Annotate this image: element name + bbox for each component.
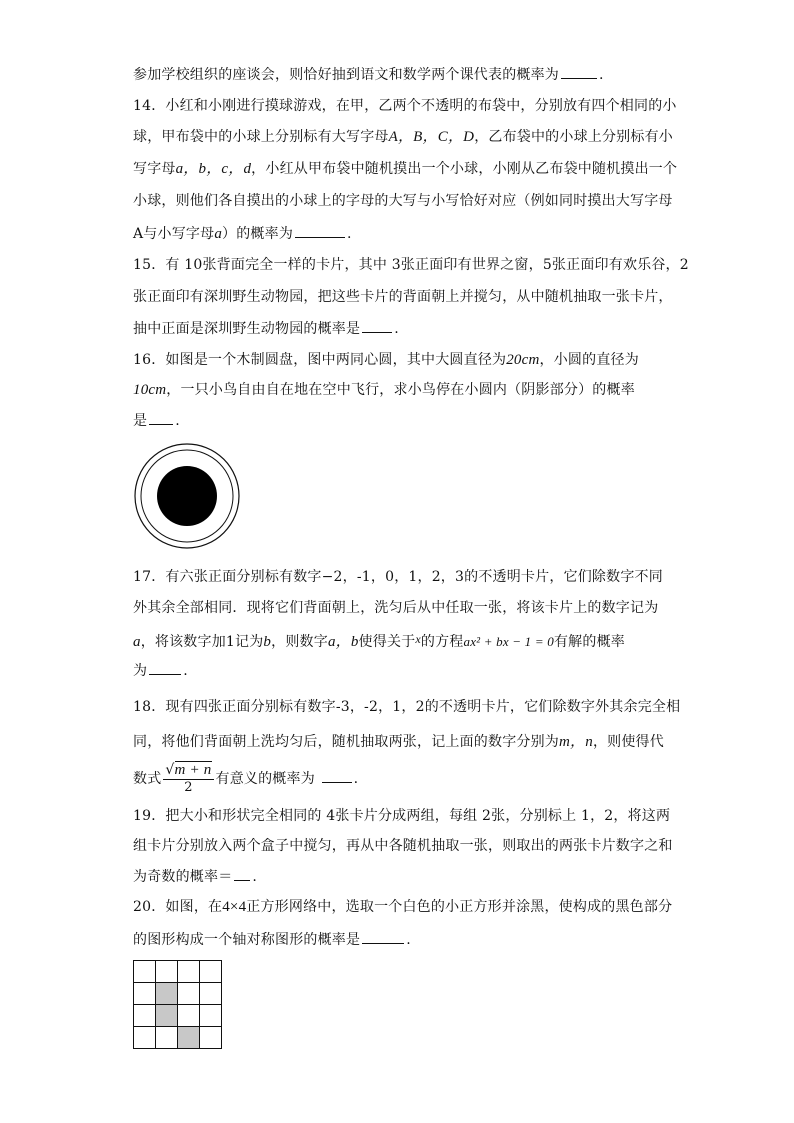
grid-cell-shaded [178, 1027, 200, 1049]
text: 有解的概率 [553, 634, 625, 650]
text: 参加学校组织的座谈会，则恰好抽到语文和数学两个课代表的概率为 [133, 67, 559, 83]
question-20-line-1 [133, 897, 672, 917]
grid-cell [134, 961, 156, 983]
answer-blank [149, 660, 181, 675]
grid-row [134, 1005, 222, 1027]
question-18-line-2 [133, 732, 664, 752]
math-text: m，n [559, 734, 593, 750]
question-17-line-3 [133, 629, 625, 652]
question-14-line-3 [133, 159, 677, 179]
text: 外其余全部相同．现将它们背面朝上，洗匀后从中任取一张，将该卡片上的数字记为 [133, 600, 659, 616]
question-18-line-1 [133, 697, 680, 717]
text: 有意义的概率为 [215, 771, 315, 787]
question-15-line-3 [133, 318, 399, 339]
sqrt-symbol: √ [165, 762, 175, 778]
grid-cell [200, 961, 222, 983]
concentric-circles-figure [133, 442, 243, 552]
text: . [252, 869, 258, 885]
question-14-line-1 [133, 96, 677, 116]
math-text: x [415, 632, 421, 646]
text: 球，甲布袋中的小球上分别标有大写字母 [133, 129, 389, 145]
question-17-line-1 [133, 567, 663, 587]
grid-row [134, 983, 222, 1005]
text: ，则数字 [271, 634, 328, 650]
question-14-line-2 [133, 127, 673, 147]
question-16-line-2 [133, 380, 635, 400]
answer-blank [362, 318, 392, 333]
text: 15．有 10张背面完全一样的卡片，其中 3张正面印有世界之窗，5张正面印有欢乐谷，2 [133, 257, 689, 273]
text: A与小写字母 [133, 226, 215, 242]
math-text: a [133, 634, 141, 650]
text: 20．如图，在 [133, 899, 223, 915]
fraction-expression [163, 762, 213, 796]
text: 为 [133, 663, 148, 679]
grid-cell [134, 1005, 156, 1027]
text: . [394, 321, 399, 337]
question-19-line-3 [133, 866, 257, 887]
text: ，乙布袋中的小球上分别标有小 [474, 129, 673, 145]
text: ，小圆的直径为 [539, 352, 639, 368]
question-17-line-4 [133, 660, 188, 681]
question-15-line-1 [133, 255, 689, 275]
text: 数式 [133, 771, 162, 787]
grid-cell [156, 961, 178, 983]
question-17-line-2 [133, 598, 658, 618]
text: 为奇数的概率＝ [133, 869, 233, 885]
question-16-line-3 [133, 410, 180, 431]
text: 使得关于 [358, 634, 416, 650]
text: . [353, 771, 359, 787]
math-text: 20cm [506, 352, 540, 368]
answer-blank [234, 866, 250, 881]
text: 14．小红和小刚进行摸球游戏，在甲，乙两个不透明的布袋中，分别放有四个相同的小 [133, 98, 677, 114]
math-text: b [263, 634, 272, 650]
answer-blank [149, 410, 173, 425]
grid-cell [156, 1027, 178, 1049]
text: . [406, 932, 411, 948]
text: . [183, 663, 188, 679]
question-18-line-3 [133, 760, 358, 798]
text: 的方程 [420, 634, 464, 650]
text: 正方形网络中，选取一个白色的小正方形并涂黑，使构成的黑色部分 [246, 899, 673, 915]
grid-cell [134, 1027, 156, 1049]
text: 抽中正面是深圳野生动物园的概率是 [133, 321, 361, 337]
question-19-line-1 [133, 806, 670, 826]
text-line [133, 64, 604, 85]
question-19-line-2 [133, 836, 673, 856]
text: 17．有六张正面分别标有数字−2，-1，0，1，2，3的不透明卡片，它们除数字不同 [133, 569, 663, 585]
text: ）的概率为 [222, 226, 294, 242]
text: 组卡片分别放入两个盒子中搅匀，再从中各随机抽取一张，则取出的两张卡片数字之和 [133, 838, 673, 854]
fraction-numerator: m + n [174, 762, 212, 778]
question-14-line-4 [133, 191, 673, 211]
answer-blank [561, 64, 597, 79]
question-15-line-2 [133, 287, 673, 307]
grid-cell-shaded [156, 1005, 178, 1027]
question-16-line-1 [133, 350, 639, 370]
text: ，将该数字加1记为 [140, 634, 264, 650]
square-grid [133, 960, 222, 1049]
grid-cell [178, 961, 200, 983]
text: ，一只小鸟自由自在地在空中飞行，求小鸟停在小圆内（阴影部分）的概率 [166, 382, 635, 398]
text: 16．如图是一个木制圆盘，图中两同心圆，其中大圆直径为 [133, 352, 507, 368]
grid-cell-shaded [156, 983, 178, 1005]
text: . [599, 67, 604, 83]
text: 的图形构成一个轴对称图形的概率是 [133, 932, 361, 948]
grid-row [134, 961, 222, 983]
grid-cell [200, 1027, 222, 1049]
equation: ax² + bx − 1 = 0 [463, 634, 554, 649]
text: 18．现有四张正面分别标有数字-3，-2，1，2的不透明卡片，它们除数字外其余完全相 [133, 699, 681, 715]
math-text: a [214, 226, 223, 242]
question-14-line-5 [133, 223, 352, 244]
text: ，小红从甲布袋中随机摸出一个小球，小刚从乙布袋中随机摸出一个 [251, 161, 678, 177]
text: 19．把大小和形状完全相同的 4张卡片分成两组，每组 2张，分别标上 1，2，将这两 [133, 808, 671, 824]
text: . [347, 226, 352, 242]
text: 小球，则他们各自摸出的小球上的字母的大写与小写恰好对应（例如同时摸出大写字母 [133, 193, 673, 209]
answer-blank [295, 223, 345, 238]
grid-row [134, 1027, 222, 1049]
text: 张正面印有深圳野生动物园，把这些卡片的背面朝上并搅匀，从中随机抽取一张卡片， [133, 289, 673, 305]
text: . [175, 413, 180, 429]
math-text: a，b，c，d [175, 161, 252, 177]
question-20-line-2 [133, 929, 411, 950]
math-text: a，b [327, 634, 359, 650]
math-text: 10cm [133, 382, 167, 398]
fraction-denominator: 2 [184, 780, 193, 795]
math-text: 4×4 [222, 899, 247, 915]
grid-cell [200, 983, 222, 1005]
answer-blank [362, 929, 404, 944]
text: 是 [133, 413, 148, 429]
grid-cell [134, 983, 156, 1005]
grid-cell [178, 983, 200, 1005]
answer-blank [322, 768, 352, 783]
math-text: A，B，C，D [388, 129, 475, 145]
grid-figure [133, 960, 222, 1049]
grid-cell [178, 1005, 200, 1027]
text: 同，将他们背面朝上洗均匀后，随机抽取两张，记上面的数字分别为 [133, 734, 559, 750]
text: 写字母 [133, 161, 176, 177]
inner-shaded-circle [157, 466, 217, 526]
grid-cell [200, 1005, 222, 1027]
text: ，则使得代 [592, 734, 664, 750]
